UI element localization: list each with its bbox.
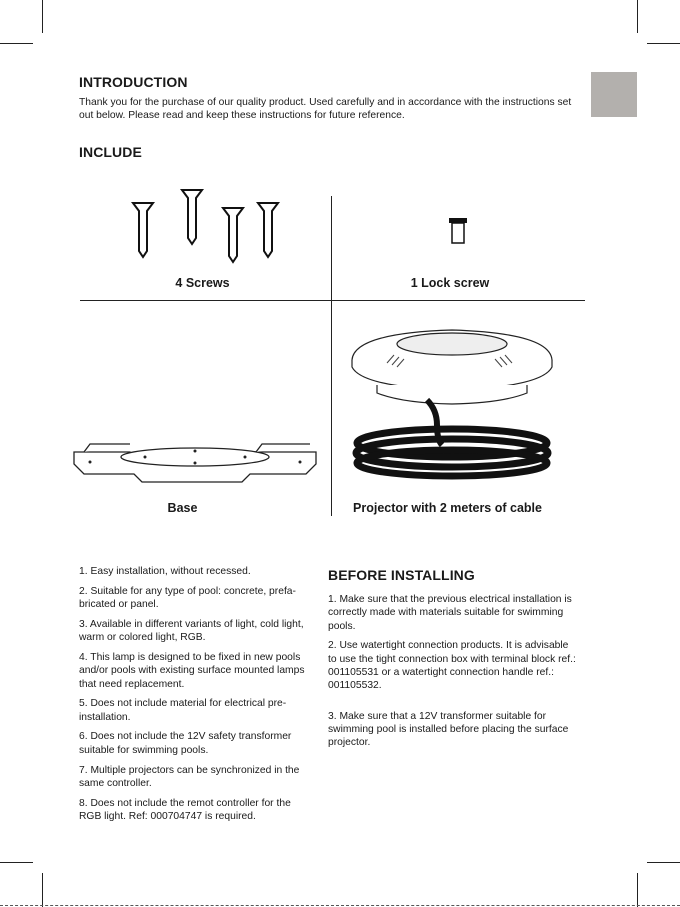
language-tab [591, 72, 637, 117]
include-label-lock-screw: 1 Lock screw [410, 276, 490, 290]
screw-icon [223, 208, 243, 262]
list-item: 3. Make sure that a 12V transformer suitable for swimming pool is installed before placing the surface projector. [328, 710, 569, 749]
crop-mark [42, 873, 43, 907]
features-list [79, 565, 307, 830]
lock-screw-icon [446, 216, 470, 246]
include-label-base: Base [167, 501, 198, 515]
include-title: INCLUDE [79, 144, 142, 160]
list-item: 3. Available in different variants of light, cold light, warm or colored light, RGB. [79, 618, 304, 644]
grid-horizontal-divider [80, 300, 585, 301]
intro-text: Thank you for the purchase of our quality product. Used carefully and in accordance with the instructions set out below. Please read and keep these instructions for future reference. [79, 97, 572, 122]
list-item: 5. Does not include material for electrical pre-installation. [79, 698, 287, 723]
list-item: 2. Suitable for any type of pool: concrete, prefa-bricated or panel. [79, 585, 296, 611]
crop-mark [637, 0, 638, 33]
list-item: 1. Easy installation, without recessed. [79, 566, 251, 577]
screws-illustration [125, 185, 285, 265]
list-item: 1. Make sure that the previous electrical installation is correctly made with materials suitable for swimming pools. [328, 594, 572, 632]
trim-line [0, 905, 680, 906]
list-item: 7. Multiple projectors can be synchronized in the same controller. [79, 764, 300, 789]
list-item: 2. Use watertight connection products. It is advisable to use the tight connection box with terminal block ref.: 001105531 or a watertight connection handle ref.: 001105532. [328, 640, 576, 692]
before-installing-list [328, 593, 578, 756]
crop-mark [0, 43, 33, 44]
list-item: 6. Does not include the 12V safety transformer suitable for swimming pools. [79, 731, 292, 756]
before-installing-title: BEFORE INSTALLING [328, 567, 475, 583]
intro-title: INTRODUCTION [79, 74, 188, 90]
list-item: 4. This lamp is designed to be fixed in new pools and/or pools with existing surface mounted lamps that need replacement. [79, 651, 305, 690]
list-item: 8. Does not include the remot controller for the RGB light. Ref: 000704747 is required. [79, 797, 291, 822]
screw-icon [133, 203, 153, 257]
projector-illustration [342, 325, 572, 490]
crop-mark [0, 862, 33, 863]
crop-mark [647, 862, 680, 863]
base-illustration [70, 440, 320, 490]
screw-icon [182, 190, 202, 244]
screw-icon [258, 203, 278, 257]
include-label-screws: 4 Screws [175, 276, 230, 290]
crop-mark [647, 43, 680, 44]
crop-mark [637, 873, 638, 907]
grid-vertical-divider [331, 196, 332, 516]
include-label-projector: Projector with 2 meters of cable [353, 501, 542, 515]
crop-mark [42, 0, 43, 33]
